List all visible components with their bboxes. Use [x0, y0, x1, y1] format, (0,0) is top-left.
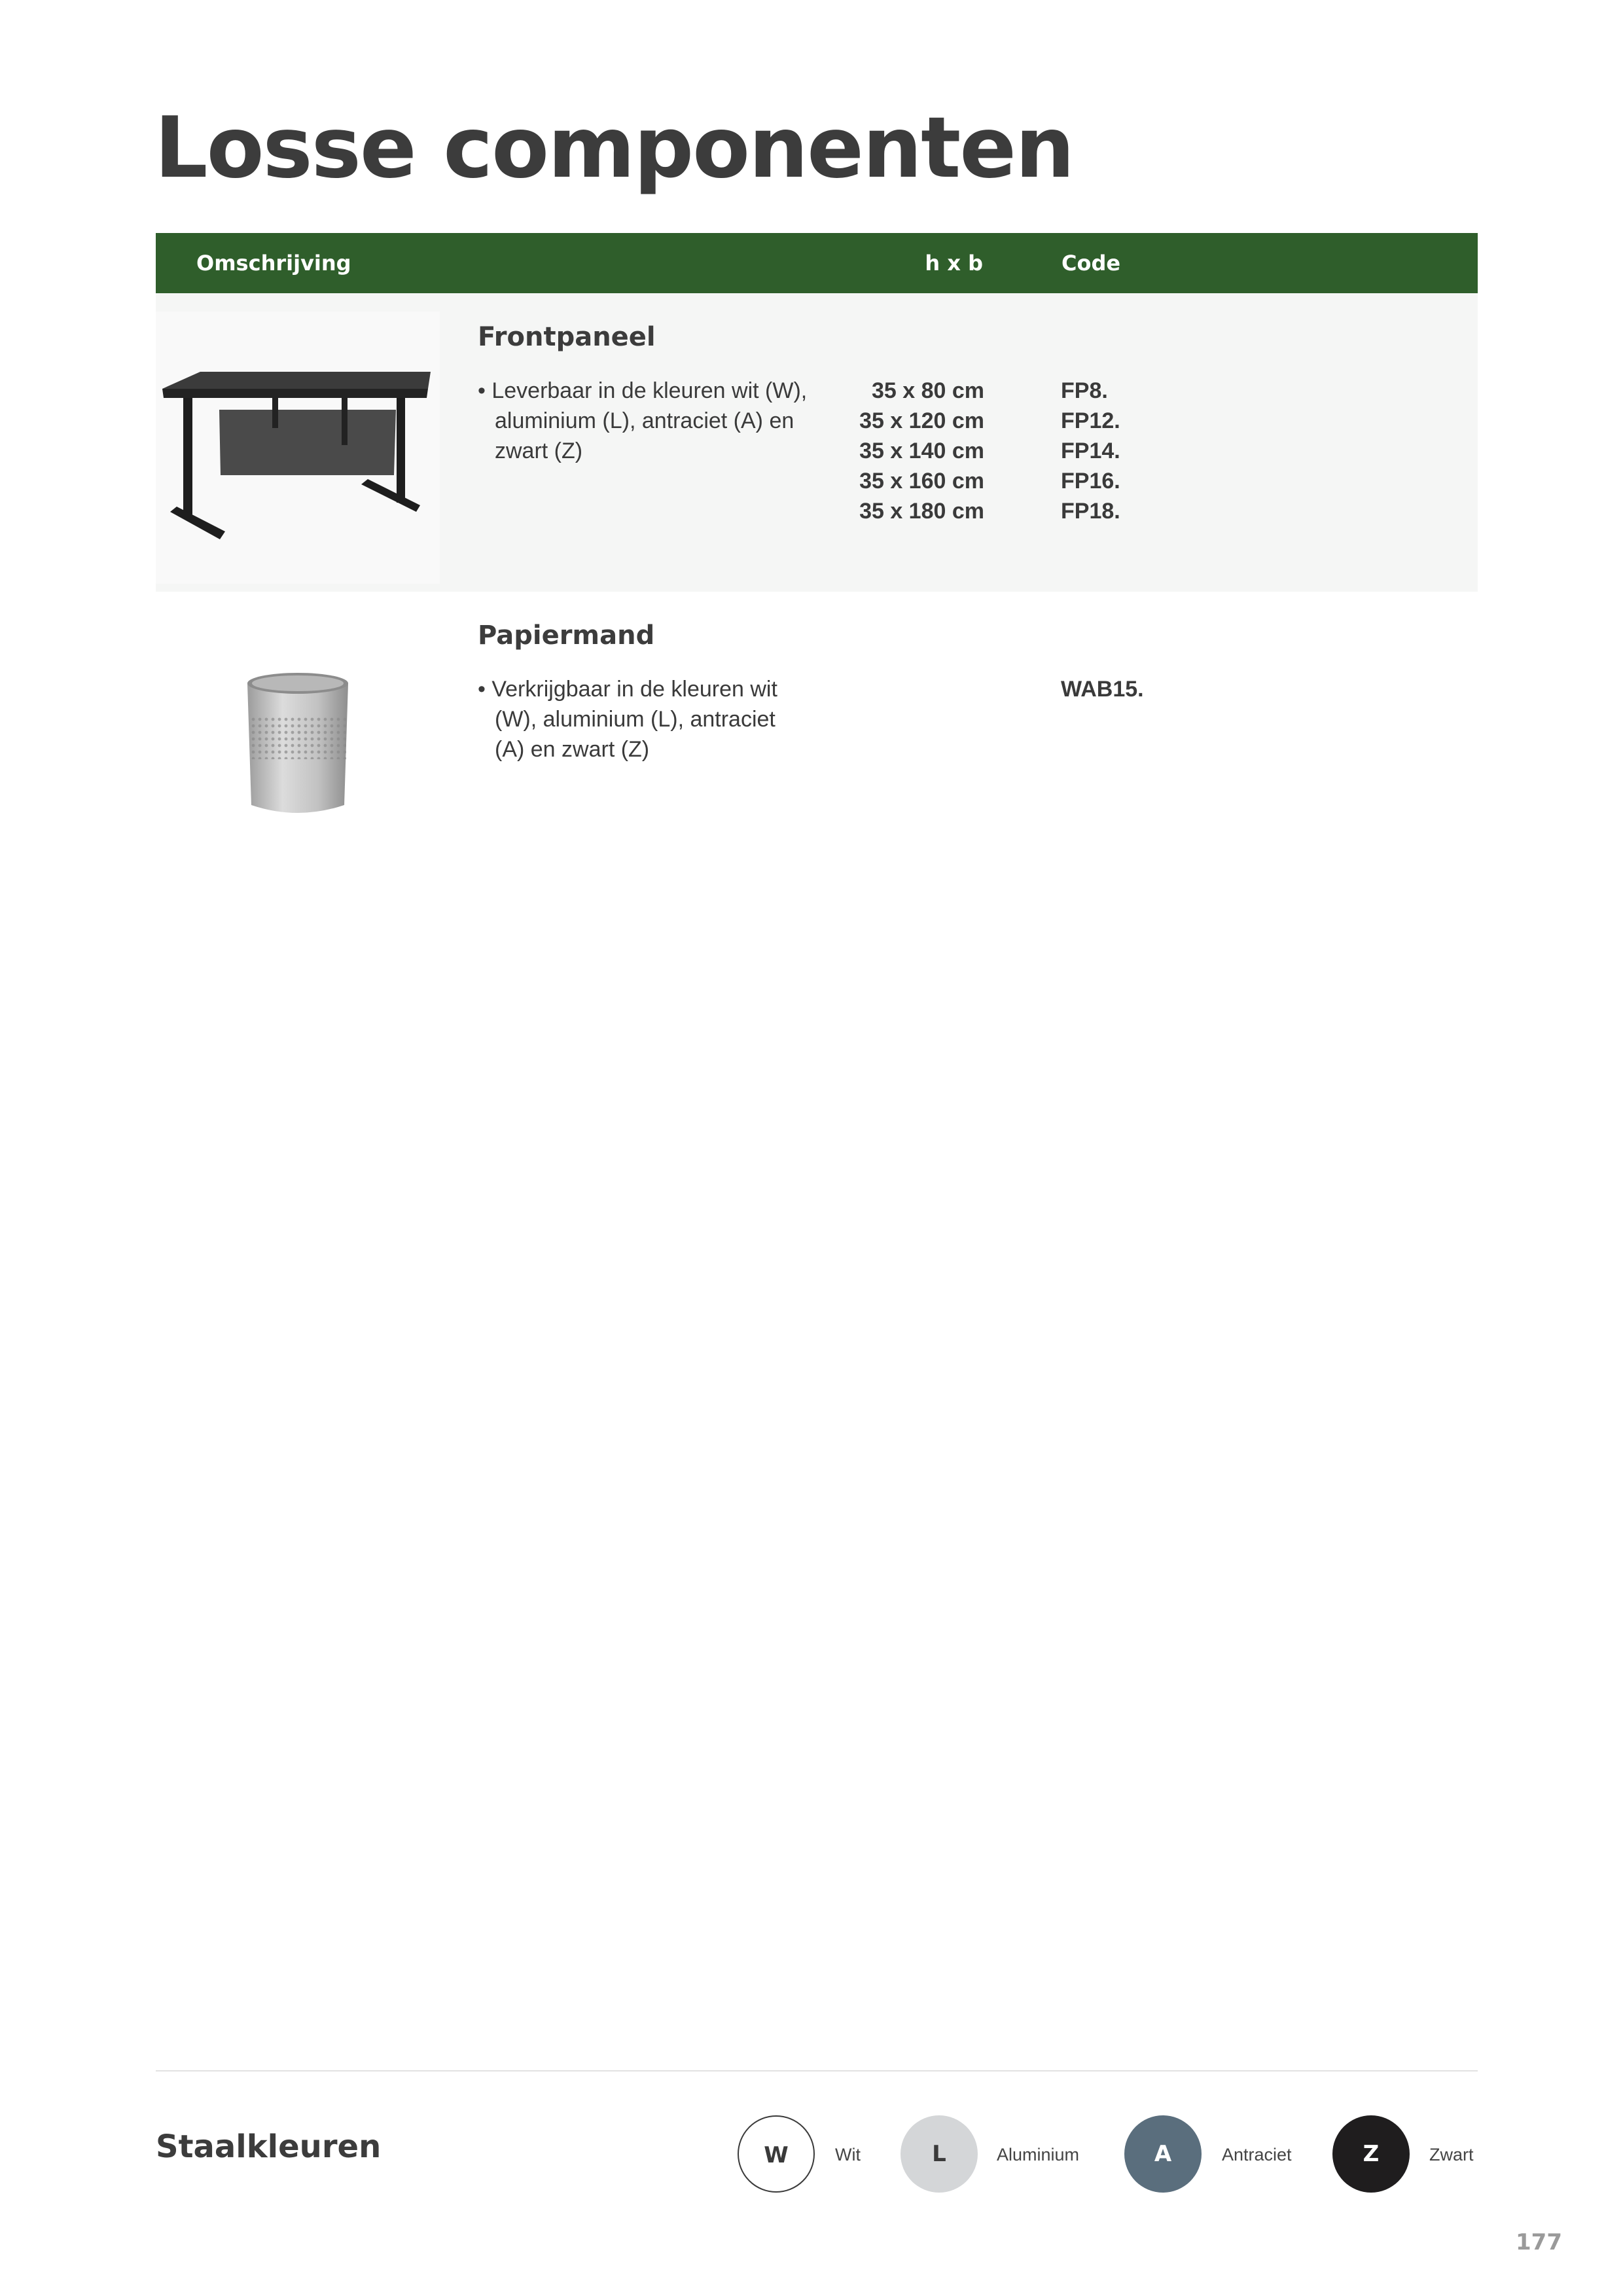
size-list: [785, 376, 984, 526]
swatch-label: Zwart: [1429, 2145, 1474, 2164]
product-name: Papiermand: [478, 620, 655, 651]
swatch-label: Aluminium: [997, 2145, 1080, 2164]
page-number: 177: [1516, 2229, 1562, 2255]
page-title: Losse componenten: [154, 99, 1074, 197]
header-description: Omschrijving: [196, 251, 351, 276]
product-description: • Verkrijgbaar in de kleuren wit (W), aluminium (L), antraciet (A) en zwart (Z): [478, 677, 777, 762]
swatch-white: W: [738, 2115, 815, 2193]
header-code: Code: [1061, 251, 1121, 276]
code-value: FP14.: [1061, 439, 1120, 463]
code-list: [1061, 376, 1120, 526]
size-value: 35 x 140 cm: [859, 439, 984, 463]
table-header: [156, 233, 1478, 293]
code-value: FP16.: [1061, 469, 1120, 493]
waste-paper-basket-icon: [243, 670, 352, 818]
code-value: FP18.: [1061, 499, 1120, 524]
swatch-aluminium: L: [901, 2115, 978, 2193]
swatch-black: Z: [1332, 2115, 1410, 2193]
desk-with-front-panel-icon: [157, 360, 438, 550]
header-size: h x b: [925, 251, 983, 276]
code-list: [1061, 674, 1144, 704]
code-value: FP8.: [1061, 378, 1108, 403]
size-value: 35 x 120 cm: [859, 408, 984, 433]
size-value: 35 x 180 cm: [859, 499, 984, 524]
product-description: • Leverbaar in de kleuren wit (W), aluminium (L), antraciet (A) en zwart (Z): [478, 378, 808, 463]
product-name: Frontpaneel: [478, 322, 656, 352]
size-value: 35 x 80 cm: [871, 378, 984, 403]
swatch-anthracite: A: [1124, 2115, 1202, 2193]
footer-divider: [156, 2070, 1478, 2072]
swatch-section-title: Staalkleuren: [156, 2128, 382, 2165]
swatch-label: Antraciet: [1222, 2145, 1292, 2164]
code-value: FP12.: [1061, 408, 1120, 433]
size-value: 35 x 160 cm: [859, 469, 984, 493]
code-value: WAB15.: [1061, 677, 1144, 702]
swatch-label: Wit: [835, 2145, 861, 2164]
